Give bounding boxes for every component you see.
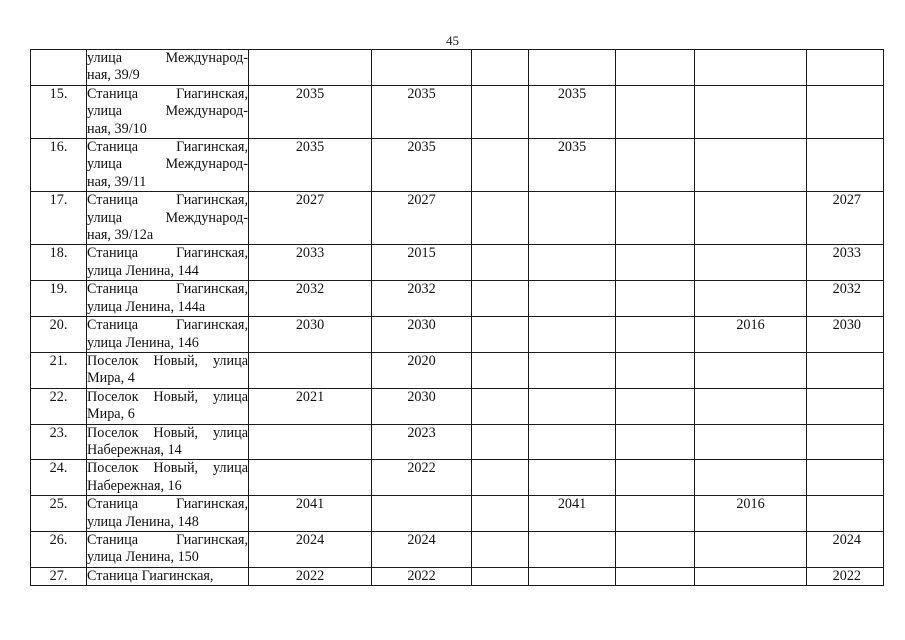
year-cell xyxy=(616,388,695,424)
year-cell xyxy=(616,567,695,585)
document-table xyxy=(30,49,884,586)
table-body xyxy=(31,50,884,586)
year-cell xyxy=(807,139,884,192)
year-cell xyxy=(472,50,529,86)
address-line: улица Международ- xyxy=(87,209,248,226)
address-line: Поселок Новый, улица xyxy=(87,460,248,477)
year-cell: 2035 xyxy=(529,85,616,138)
table-row xyxy=(31,281,884,317)
year-cell xyxy=(695,139,807,192)
year-cell: 2022 xyxy=(249,567,372,585)
year-cell: 2022 xyxy=(372,460,472,496)
year-cell xyxy=(472,567,529,585)
year-cell: 2016 xyxy=(695,496,807,532)
year-cell xyxy=(695,245,807,281)
year-cell: 2024 xyxy=(807,531,884,567)
address-cell xyxy=(87,424,249,460)
row-number: 20. xyxy=(31,317,87,353)
year-cell: 2041 xyxy=(529,496,616,532)
address-cell xyxy=(87,567,249,585)
table-row xyxy=(31,424,884,460)
year-cell xyxy=(472,460,529,496)
year-cell xyxy=(616,531,695,567)
address-line: улица Международ- xyxy=(87,50,248,66)
address-cell xyxy=(87,352,249,388)
year-cell xyxy=(616,496,695,532)
year-cell: 2035 xyxy=(372,139,472,192)
year-cell xyxy=(807,460,884,496)
address-line: Станица Гиагинская, xyxy=(87,281,248,298)
table-row xyxy=(31,531,884,567)
table-row xyxy=(31,192,884,245)
address-line: улица Ленина, 148 xyxy=(87,513,199,530)
address-line: Станица Гиагинская, xyxy=(87,567,214,584)
year-cell xyxy=(616,139,695,192)
row-number: 26. xyxy=(31,531,87,567)
year-cell xyxy=(695,531,807,567)
year-cell xyxy=(529,531,616,567)
year-cell xyxy=(616,85,695,138)
address-line: улица Международ- xyxy=(87,156,248,173)
year-cell: 2033 xyxy=(249,245,372,281)
year-cell xyxy=(249,50,372,86)
year-cell xyxy=(472,388,529,424)
row-number: 21. xyxy=(31,352,87,388)
table-row xyxy=(31,460,884,496)
row-number: 16. xyxy=(31,139,87,192)
year-cell: 2030 xyxy=(807,317,884,353)
year-cell xyxy=(249,424,372,460)
year-cell xyxy=(807,496,884,532)
address-line: улица Ленина, 144а xyxy=(87,298,206,315)
year-cell xyxy=(807,50,884,86)
year-cell xyxy=(695,50,807,86)
year-cell xyxy=(807,85,884,138)
year-cell: 2015 xyxy=(372,245,472,281)
year-cell xyxy=(472,531,529,567)
address-line: Станица Гиагинская, xyxy=(87,85,248,102)
table-row xyxy=(31,139,884,192)
address-line: Станица Гиагинская, xyxy=(87,245,248,262)
year-cell: 2035 xyxy=(249,139,372,192)
year-cell xyxy=(472,496,529,532)
address-cell xyxy=(87,496,249,532)
year-cell xyxy=(616,317,695,353)
year-cell xyxy=(529,352,616,388)
row-number: 24. xyxy=(31,460,87,496)
year-cell xyxy=(695,352,807,388)
address-cell xyxy=(87,388,249,424)
year-cell: 2030 xyxy=(372,388,472,424)
year-cell: 2032 xyxy=(249,281,372,317)
year-cell: 2027 xyxy=(249,192,372,245)
address-line: Станица Гиагинская, xyxy=(87,317,248,334)
year-cell xyxy=(249,352,372,388)
year-cell: 2035 xyxy=(529,139,616,192)
row-number: 27. xyxy=(31,567,87,585)
year-cell xyxy=(472,352,529,388)
year-cell xyxy=(472,245,529,281)
year-cell xyxy=(529,50,616,86)
address-line: ная, 39/9 xyxy=(87,67,140,84)
year-cell xyxy=(695,388,807,424)
row-number: 17. xyxy=(31,192,87,245)
year-cell xyxy=(372,50,472,86)
page-number: 45 xyxy=(446,33,459,48)
table-row xyxy=(31,85,884,138)
year-cell: 2024 xyxy=(372,531,472,567)
year-cell xyxy=(472,192,529,245)
year-cell xyxy=(616,245,695,281)
address-line: улица Ленина, 150 xyxy=(87,549,199,566)
address-line: Набережная, 14 xyxy=(87,441,182,458)
address-line: Станица Гиагинская, xyxy=(87,139,248,156)
year-cell xyxy=(695,192,807,245)
table-row xyxy=(31,496,884,532)
address-cell xyxy=(87,281,249,317)
year-cell: 2032 xyxy=(807,281,884,317)
address-line: Набережная, 16 xyxy=(87,477,182,494)
year-cell xyxy=(695,85,807,138)
address-line: Поселок Новый, улица xyxy=(87,388,248,405)
year-cell xyxy=(807,388,884,424)
address-line: ная, 39/10 xyxy=(87,120,147,137)
address-line: улица Ленина, 144 xyxy=(87,262,199,279)
address-line: улица Международ- xyxy=(87,103,248,120)
year-cell: 2030 xyxy=(249,317,372,353)
row-number: 23. xyxy=(31,424,87,460)
address-line: Мира, 4 xyxy=(87,370,135,387)
year-cell xyxy=(529,192,616,245)
year-cell xyxy=(695,567,807,585)
row-number: 19. xyxy=(31,281,87,317)
address-line: Мира, 6 xyxy=(87,406,135,423)
address-line: Станица Гиагинская, xyxy=(87,192,248,209)
year-cell xyxy=(472,85,529,138)
year-cell: 2016 xyxy=(695,317,807,353)
year-cell xyxy=(695,281,807,317)
year-cell: 2024 xyxy=(249,531,372,567)
row-number: 25. xyxy=(31,496,87,532)
year-cell xyxy=(372,496,472,532)
year-cell: 2030 xyxy=(372,317,472,353)
address-line: Поселок Новый, улица xyxy=(87,352,248,369)
year-cell: 2027 xyxy=(807,192,884,245)
year-cell xyxy=(472,139,529,192)
address-cell xyxy=(87,245,249,281)
table-row xyxy=(31,50,884,86)
year-cell: 2021 xyxy=(249,388,372,424)
row-number: 18. xyxy=(31,245,87,281)
address-cell xyxy=(87,50,249,86)
year-cell xyxy=(695,460,807,496)
year-cell: 2022 xyxy=(807,567,884,585)
address-cell xyxy=(87,531,249,567)
address-cell xyxy=(87,192,249,245)
year-cell xyxy=(807,352,884,388)
year-cell xyxy=(695,424,807,460)
year-cell xyxy=(807,424,884,460)
year-cell xyxy=(472,281,529,317)
row-number xyxy=(31,50,87,86)
address-line: ная, 39/11 xyxy=(87,173,147,190)
year-cell xyxy=(249,460,372,496)
year-cell: 2033 xyxy=(807,245,884,281)
table-row xyxy=(31,245,884,281)
year-cell xyxy=(616,424,695,460)
year-cell xyxy=(529,460,616,496)
address-line: Поселок Новый, улица xyxy=(87,424,248,441)
address-line: ная, 39/12а xyxy=(87,227,154,244)
year-cell: 2032 xyxy=(372,281,472,317)
address-line: Станица Гиагинская, xyxy=(87,531,248,548)
year-cell xyxy=(529,281,616,317)
year-cell xyxy=(616,460,695,496)
table-row xyxy=(31,567,884,585)
year-cell xyxy=(616,192,695,245)
table-row xyxy=(31,352,884,388)
address-cell xyxy=(87,85,249,138)
year-cell: 2023 xyxy=(372,424,472,460)
year-cell xyxy=(529,245,616,281)
year-cell: 2035 xyxy=(249,85,372,138)
year-cell: 2027 xyxy=(372,192,472,245)
year-cell: 2035 xyxy=(372,85,472,138)
address-line: Станица Гиагинская, xyxy=(87,496,248,513)
year-cell xyxy=(616,281,695,317)
table-row xyxy=(31,317,884,353)
row-number: 22. xyxy=(31,388,87,424)
year-cell xyxy=(529,317,616,353)
address-line: улица Ленина, 146 xyxy=(87,334,199,351)
year-cell: 2022 xyxy=(372,567,472,585)
year-cell xyxy=(472,317,529,353)
address-cell xyxy=(87,139,249,192)
year-cell xyxy=(472,424,529,460)
year-cell xyxy=(529,388,616,424)
year-cell xyxy=(529,424,616,460)
year-cell: 2020 xyxy=(372,352,472,388)
address-cell xyxy=(87,460,249,496)
year-cell xyxy=(616,352,695,388)
address-cell xyxy=(87,317,249,353)
table-row xyxy=(31,388,884,424)
row-number: 15. xyxy=(31,85,87,138)
year-cell xyxy=(616,50,695,86)
year-cell: 2041 xyxy=(249,496,372,532)
year-cell xyxy=(529,567,616,585)
